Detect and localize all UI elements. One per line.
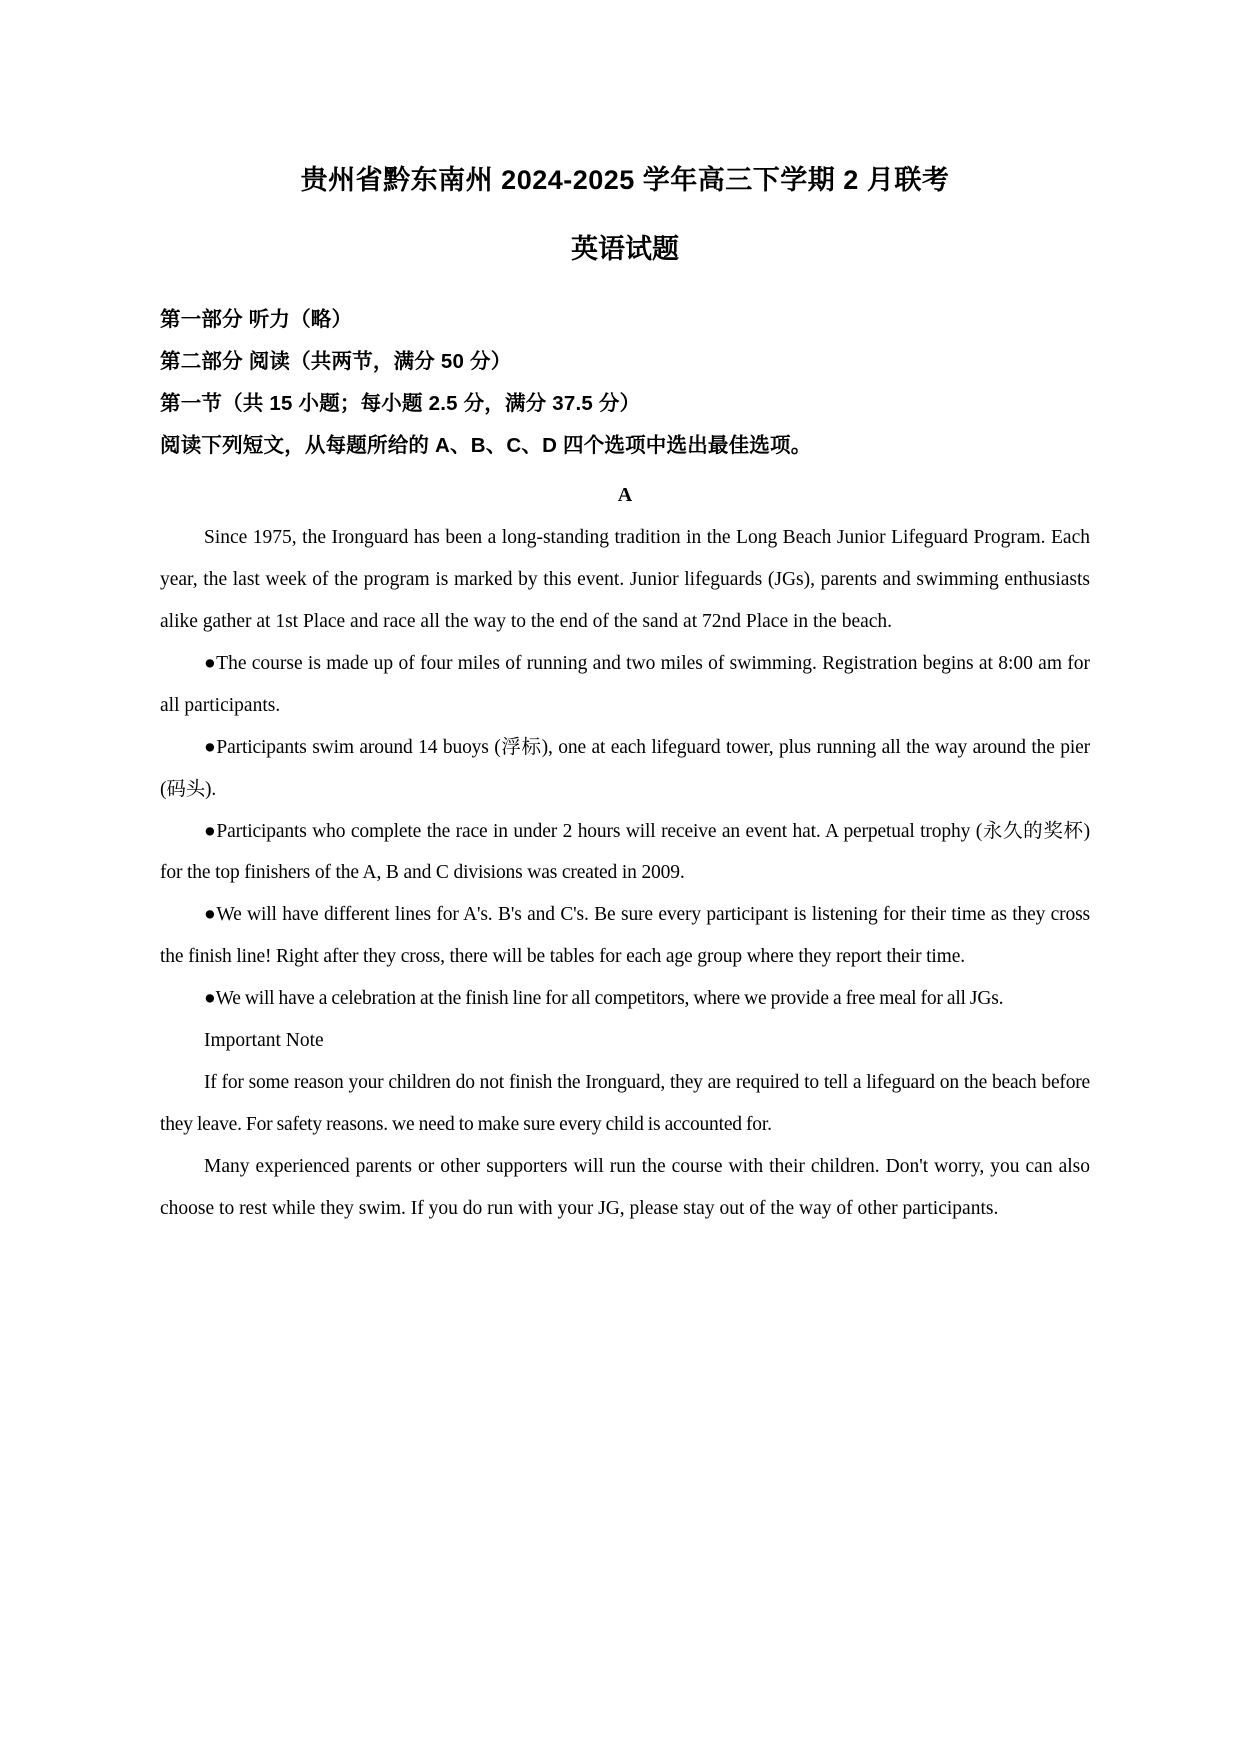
passage-paragraph-parents: Many experienced parents or other supporters will run the course with their children. Don't worry, you can also choose to rest while they swim. If you do run with your JG, please stay out of the way of other participants. [160,1155,1090,1219]
passage-paragraph-lines: ●We will have different lines for A's. B's and C's. Be sure every participant is listening for their time as they cross the finish line! Right after they cross, there will be tables for each age group where they report their time. [160,904,1090,968]
section-heading-reading: 第二部分 阅读（共两节，满分 50 分） [160,350,512,374]
page-subtitle: 英语试题 [571,233,679,264]
passage-paragraph-course: ●The course is made up of four miles of running and two miles of swimming. Registration begins at 8:00 am for all participants. [160,652,1090,716]
section-headings [160,299,1090,467]
page-title: 贵州省黔东南州 2024-2025 学年高三下学期 2 月联考 [300,165,950,195]
passage-paragraph-celebration: ●We will have a celebration at the finish line for all competitors, where we provide a free meal for all JGs. [204,988,1004,1010]
section-heading-part-one: 第一节（共 15 小题；每小题 2.5 分，满分 37.5 分） [160,392,641,416]
section-instruction: 阅读下列短文，从每题所给的 A、B、C、D 四个选项中选出最佳选项。 [160,434,812,458]
passage-paragraph-note: If for some reason your children do not finish the Ironguard, they are required to tell a lifeguard on the beach before they leave. For safety reasons. we need to make sure every child is accounted for. [160,1072,1090,1135]
passage-paragraph-trophy: ●Participants who complete the race in under 2 hours will receive an event hat. A perpetual trophy (永久的奖杯) for the top finishers of the A, B and C divisions was created in 2009. [160,820,1090,884]
passage-paragraph-intro: Since 1975, the Ironguard has been a long-standing tradition in the Long Beach Junior Lifeguard Program. Each year, the last week of the program is marked by this event. Junior lifeguards (JGs), parents and swimming enthusiasts alike gather at 1st Place and race all the way to the end of the sand at 72nd Place in the beach. [160,527,1090,632]
section-heading-listening: 第一部分 听力（略） [160,308,353,331]
passage-label-a: A [617,484,633,507]
passage-subheading-important-note: Important Note [204,1030,324,1052]
passage-paragraph-buoys: ●Participants swim around 14 buoys (浮标), one at each lifeguard tower, plus running all the way around the pier (码头). [160,736,1090,800]
